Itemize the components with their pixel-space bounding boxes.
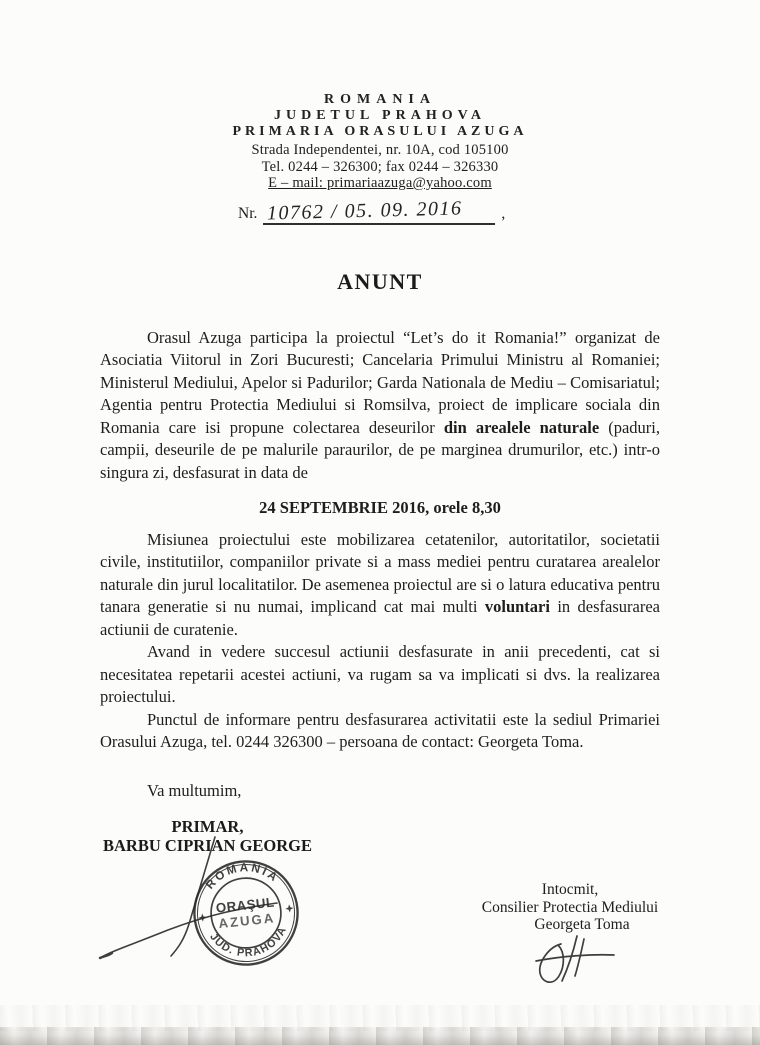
text-segment: (paduri, campii, deseurile de pe malurile paraurilor, de pe marginea drumurilor, etc.) intr-o singura zi, desfasurat in data de (100, 417, 660, 482)
text-segment: 24 SEPTEMBRIE 2016, orele 8,30 (259, 498, 501, 517)
stamp-center-line1: ORAŞUL (215, 894, 276, 916)
prepared-by-name: Georgeta Toma (534, 916, 630, 933)
paragraph-contact-info (100, 709, 660, 754)
registration-number-handwritten: 10762 / 05. 09. 2016 (267, 196, 464, 225)
stamp-arc-bottom-text: JUD. PRAHOVA (207, 924, 290, 960)
letterhead-email: E – mail: primariaazuga@yahoo.com (268, 175, 492, 191)
text-segment: Avand in vedere succesul actiunii desfasurate in anii precedenti, cat si necesitatea repetarii acestei actiuni, va rugam sa va implicati si dvs. la realizarea proiectului. (100, 642, 660, 706)
letterhead-phone-fax: Tel. 0244 – 326300; fax 0244 – 326330 (261, 158, 499, 175)
document-body (100, 327, 660, 754)
registration-number-line (263, 196, 495, 225)
letterhead-country: ROMANIA (324, 92, 436, 107)
signer-name: BARBU CIPRIAN GEORGE (102, 836, 313, 855)
registration-number-tail-mark: , (501, 204, 506, 222)
document-title: ANUNT (337, 268, 423, 294)
paragraph-project-intro (100, 327, 660, 485)
paragraph-appeal (100, 641, 660, 709)
text-segment: voluntari (484, 597, 550, 616)
letterhead-county: JUDETUL PRAHOVA (273, 108, 487, 123)
registration-number-row (238, 196, 760, 225)
mayor-signature (90, 830, 330, 965)
scan-edge-shadow (0, 1027, 760, 1045)
text-segment: din arealele naturale (443, 417, 600, 437)
letterhead-address: Strada Independentei, nr. 10A, cod 105100 (251, 142, 509, 158)
registration-number-label: Nr. (238, 204, 258, 222)
prepared-by-role: Consilier Protectia Mediului (481, 898, 659, 916)
text-segment: Misiunea proiectului este mobilizarea cetatenilor, autoritatilor, societatii civile, institutiilor, companiilor private si a mass mediei pentru curatarea arealelor naturale din jurul localitatilor. De asemenea proiectul are si o latura educativa pentru tanara generatie si nu numai, implicand cat mai multi (100, 529, 660, 616)
text-segment: in desfasurarea actiunii de curatenie. (100, 597, 660, 639)
prepared-by-signature (518, 926, 628, 996)
letterhead-institution: PRIMARIA ORASULUI AZUGA (232, 124, 528, 139)
signer-role: PRIMAR, (171, 817, 244, 836)
text-segment: Orasul Azuga participa la proiectul “Let’s do it Romania!” organizat de Asociatia Viitorul in Zori Bucuresti; Cancelaria Primului Ministru al Romaniei; Ministerul Mediului, Apelor si Padurilor; Garda Nationala de Mediu – Comisariatul; Agentia pentru Protectia Mediului si Romsilva, proiect de implicare sociala din Romania care isi propune colectarea deseurilor (100, 327, 660, 437)
letterhead (0, 0, 760, 192)
prepared-by-heading: Intocmit, (541, 881, 599, 898)
stamp-arc-top-text: ROMANIA (203, 861, 282, 892)
text-segment: Punctul de informare pentru desfasurarea activitatii este la sediul Primariei Orasului Azuga, tel. 0244 326300 – persoana de contact: Georgeta Toma. (100, 709, 660, 751)
closing-line: Va multumim, (147, 780, 242, 800)
paragraph-mission (100, 529, 660, 642)
event-date-line (100, 497, 660, 520)
stamp-center-line2: AZUGA (217, 910, 276, 932)
